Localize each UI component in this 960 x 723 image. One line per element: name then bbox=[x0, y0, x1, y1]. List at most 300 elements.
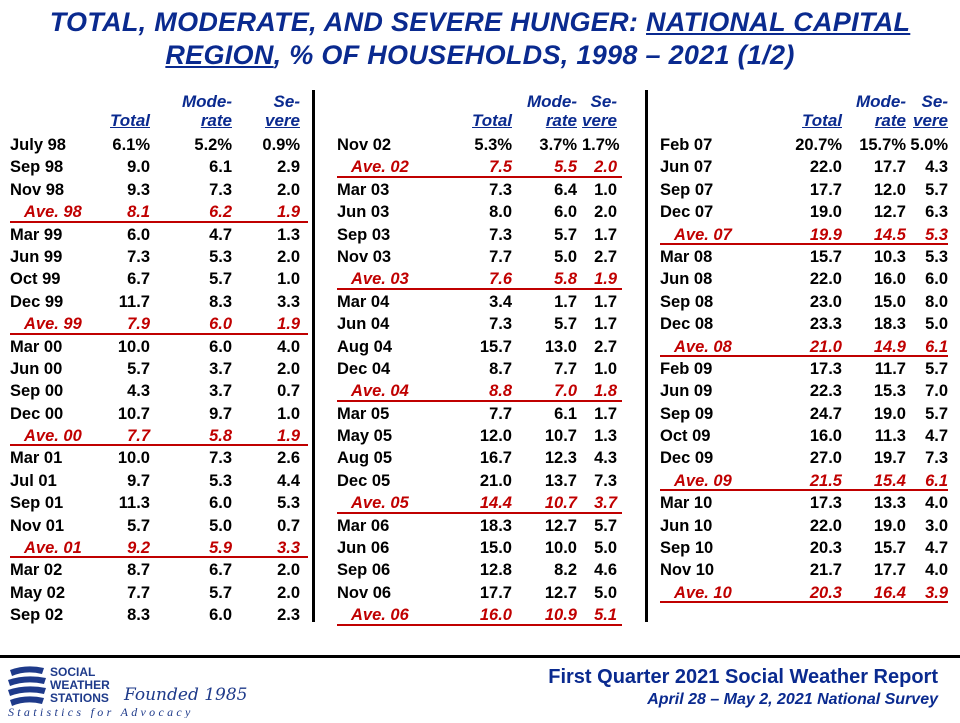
table-row bbox=[10, 403, 308, 425]
cell-total: 5.3% bbox=[474, 136, 512, 154]
cell-moderate: 14.5 bbox=[873, 225, 906, 244]
cell-severe: 5.7 bbox=[925, 180, 948, 199]
row-label: Dec 04 bbox=[337, 359, 391, 378]
cell-severe: 6.1 bbox=[925, 471, 948, 490]
cell-severe: 8.0 bbox=[925, 292, 948, 311]
row-label: Jun 99 bbox=[10, 247, 63, 266]
cell-moderate: 15.7 bbox=[873, 539, 906, 558]
average-row bbox=[337, 604, 622, 626]
column-divider bbox=[645, 90, 648, 622]
cell-severe: 1.7 bbox=[594, 404, 617, 423]
cell-severe: 1.7 bbox=[594, 225, 617, 244]
row-label: Mar 03 bbox=[337, 180, 390, 199]
header-total: Total bbox=[110, 111, 150, 130]
cell-severe: 3.7 bbox=[594, 494, 617, 513]
row-label: Mar 02 bbox=[10, 561, 63, 580]
table-row bbox=[10, 336, 308, 358]
cell-total: 7.3 bbox=[127, 247, 150, 266]
row-label: Sep 10 bbox=[660, 539, 714, 558]
table-row bbox=[10, 515, 308, 537]
cell-moderate: 17.7 bbox=[873, 561, 906, 580]
cell-moderate: 12.7 bbox=[873, 203, 906, 222]
table-row bbox=[10, 380, 308, 402]
row-label: Nov 10 bbox=[660, 561, 715, 580]
row-label: Jun 07 bbox=[660, 158, 713, 177]
table-row bbox=[10, 447, 308, 469]
cell-moderate: 12.3 bbox=[544, 449, 577, 468]
cell-severe: 2.9 bbox=[277, 158, 300, 177]
cell-moderate: 8.2 bbox=[554, 561, 577, 580]
cell-moderate: 13.7 bbox=[544, 471, 577, 490]
cell-total: 10.7 bbox=[117, 404, 150, 423]
cell-total: 7.7 bbox=[489, 247, 512, 266]
row-label: Dec 99 bbox=[10, 292, 64, 311]
row-label: Sep 06 bbox=[337, 561, 391, 580]
table-column-1998-2002 bbox=[10, 92, 308, 627]
column-divider bbox=[312, 90, 315, 622]
cell-severe: 5.0 bbox=[594, 583, 617, 602]
header-severe-top: Se- bbox=[921, 92, 948, 111]
cell-moderate: 1.7 bbox=[554, 292, 577, 311]
cell-moderate: 5.7 bbox=[554, 225, 577, 244]
header-moderate-top: Mode- bbox=[526, 92, 577, 111]
row-label: Sep 09 bbox=[660, 404, 714, 423]
cell-total: 4.3 bbox=[127, 382, 150, 401]
cell-moderate: 5.9 bbox=[209, 539, 232, 558]
cell-severe: 2.0 bbox=[594, 158, 617, 177]
header-moderate-top: Mode- bbox=[181, 92, 232, 111]
row-label: Ave. 02 bbox=[351, 158, 409, 177]
cell-total: 10.0 bbox=[117, 337, 150, 356]
table-row bbox=[660, 403, 948, 425]
row-label: Nov 01 bbox=[10, 516, 65, 535]
table-row bbox=[10, 268, 308, 290]
row-label: Sep 03 bbox=[337, 225, 391, 244]
table-row bbox=[337, 313, 622, 335]
cell-moderate: 15.7% bbox=[859, 136, 906, 154]
column-header bbox=[337, 92, 622, 134]
row-label: Ave. 05 bbox=[351, 494, 409, 513]
cell-moderate: 7.3 bbox=[209, 180, 232, 199]
cell-moderate: 11.3 bbox=[874, 427, 906, 446]
cell-moderate: 6.2 bbox=[209, 203, 232, 222]
row-label: Jun 04 bbox=[337, 315, 390, 334]
cell-severe: 7.0 bbox=[925, 382, 948, 401]
table-row bbox=[10, 291, 308, 313]
row-label: Jun 03 bbox=[337, 203, 390, 222]
table-row bbox=[337, 559, 622, 581]
table-row bbox=[660, 246, 948, 268]
average-row bbox=[337, 156, 622, 178]
cell-severe: 4.7 bbox=[925, 539, 948, 558]
row-label: Ave. 00 bbox=[24, 427, 82, 446]
cell-total: 7.9 bbox=[127, 315, 150, 334]
table-row bbox=[660, 447, 948, 469]
column-header bbox=[660, 92, 948, 134]
cell-total: 16.7 bbox=[479, 449, 512, 468]
row-label: Ave. 07 bbox=[674, 225, 732, 244]
cell-moderate: 6.7 bbox=[209, 561, 232, 580]
cell-total: 12.8 bbox=[479, 561, 512, 580]
cell-total: 19.9 bbox=[809, 225, 842, 244]
row-label: Dec 07 bbox=[660, 203, 714, 222]
cell-total: 6.0 bbox=[127, 225, 150, 244]
cell-severe: 5.1 bbox=[594, 606, 617, 625]
report-info bbox=[548, 665, 938, 711]
cell-moderate: 10.3 bbox=[873, 247, 906, 266]
table-row bbox=[10, 134, 308, 156]
header-moderate: rate bbox=[874, 111, 906, 130]
row-label: Jun 06 bbox=[337, 539, 390, 558]
cell-severe: 4.0 bbox=[925, 494, 948, 513]
cell-moderate: 5.7 bbox=[554, 315, 577, 334]
row-label: Mar 99 bbox=[10, 225, 63, 244]
row-label: Sep 00 bbox=[10, 382, 64, 401]
header-severe-top: Se- bbox=[590, 92, 617, 111]
cell-moderate: 19.0 bbox=[873, 516, 906, 535]
cell-severe: 3.9 bbox=[925, 583, 948, 602]
row-label: Dec 08 bbox=[660, 315, 714, 334]
cell-moderate: 5.0 bbox=[209, 516, 232, 535]
header-total: Total bbox=[802, 111, 842, 130]
cell-moderate: 6.0 bbox=[554, 203, 577, 222]
table-row bbox=[337, 515, 622, 537]
table-row bbox=[10, 156, 308, 178]
table-row bbox=[337, 201, 622, 223]
logo-line1: SOCIAL bbox=[50, 665, 96, 679]
table-row bbox=[660, 291, 948, 313]
cell-severe: 6.3 bbox=[925, 203, 948, 222]
cell-severe: 1.9 bbox=[277, 427, 300, 446]
cell-moderate: 7.0 bbox=[554, 382, 577, 401]
row-label: Ave. 98 bbox=[24, 203, 82, 222]
cell-total: 27.0 bbox=[809, 449, 842, 468]
header-moderate: rate bbox=[545, 111, 577, 130]
cell-total: 8.1 bbox=[127, 203, 150, 222]
cell-total: 6.7 bbox=[127, 270, 150, 289]
cell-moderate: 12.7 bbox=[544, 516, 577, 535]
table-row bbox=[10, 582, 308, 604]
cell-moderate: 5.2% bbox=[194, 136, 232, 154]
cell-severe: 1.7 bbox=[594, 292, 617, 311]
average-row bbox=[337, 380, 622, 402]
cell-severe: 1.0 bbox=[277, 404, 300, 423]
cell-total: 20.3 bbox=[809, 539, 842, 558]
table-row bbox=[337, 134, 622, 156]
cell-total: 14.4 bbox=[479, 494, 512, 513]
page-title: TOTAL, MODERATE, AND SEVERE HUNGER: NATIONAL CAPITAL REGION, % OF HOUSEHOLDS, 1998 – 2021 (1/2) bbox=[49, 7, 911, 70]
row-label: Feb 07 bbox=[660, 136, 713, 154]
cell-total: 22.0 bbox=[809, 158, 842, 177]
cell-severe: 2.3 bbox=[277, 606, 300, 625]
row-label: Jun 08 bbox=[660, 270, 713, 289]
cell-total: 17.3 bbox=[809, 359, 842, 378]
cell-moderate: 10.0 bbox=[544, 539, 577, 558]
survey-dates: April 28 – May 2, 2021 National Survey bbox=[647, 691, 938, 708]
cell-moderate: 6.0 bbox=[209, 494, 232, 513]
table-row bbox=[10, 246, 308, 268]
cell-total: 21.7 bbox=[809, 561, 842, 580]
average-row bbox=[10, 313, 308, 335]
cell-total: 16.0 bbox=[479, 606, 512, 625]
cell-total: 9.2 bbox=[127, 539, 150, 558]
cell-severe: 5.0% bbox=[910, 136, 948, 154]
table-row bbox=[337, 537, 622, 559]
cell-severe: 2.0 bbox=[277, 561, 300, 580]
cell-total: 5.7 bbox=[127, 359, 150, 378]
table-row bbox=[660, 559, 948, 581]
cell-total: 21.5 bbox=[809, 471, 842, 490]
table-row bbox=[660, 425, 948, 447]
row-label: Nov 98 bbox=[10, 180, 65, 199]
table-row bbox=[660, 537, 948, 559]
cell-total: 15.7 bbox=[479, 337, 512, 356]
cell-moderate: 7.7 bbox=[554, 359, 577, 378]
cell-moderate: 14.9 bbox=[873, 337, 906, 356]
row-label: Mar 08 bbox=[660, 247, 713, 266]
cell-total: 8.7 bbox=[489, 359, 512, 378]
cell-severe: 1.8 bbox=[594, 382, 617, 401]
cell-severe: 3.3 bbox=[277, 539, 300, 558]
header-moderate-top: Mode- bbox=[855, 92, 906, 111]
table-row bbox=[337, 582, 622, 604]
sws-globe-icon bbox=[6, 662, 256, 718]
cell-total: 17.7 bbox=[809, 180, 842, 199]
cell-total: 7.7 bbox=[489, 404, 512, 423]
cell-total: 15.7 bbox=[809, 247, 842, 266]
cell-moderate: 5.8 bbox=[554, 270, 577, 289]
cell-total: 12.0 bbox=[479, 427, 512, 446]
table-row bbox=[10, 604, 308, 626]
cell-severe: 0.7 bbox=[277, 516, 300, 535]
row-label: Sep 02 bbox=[10, 606, 64, 625]
table-row bbox=[660, 380, 948, 402]
row-label: Jun 00 bbox=[10, 359, 63, 378]
cell-severe: 1.9 bbox=[277, 203, 300, 222]
row-label: Mar 05 bbox=[337, 404, 390, 423]
average-row bbox=[10, 425, 308, 447]
header-severe: vere bbox=[265, 111, 300, 130]
cell-moderate: 12.0 bbox=[873, 180, 906, 199]
row-label: Ave. 04 bbox=[351, 382, 409, 401]
cell-total: 7.3 bbox=[489, 180, 512, 199]
cell-moderate: 19.0 bbox=[873, 404, 906, 423]
cell-total: 22.3 bbox=[809, 382, 842, 401]
cell-total: 3.4 bbox=[489, 292, 512, 311]
row-label: July 98 bbox=[10, 136, 66, 154]
cell-total: 15.0 bbox=[479, 539, 512, 558]
cell-total: 8.8 bbox=[489, 382, 512, 401]
cell-severe: 4.3 bbox=[925, 158, 948, 177]
row-label: Jul 01 bbox=[10, 471, 57, 490]
table-row bbox=[660, 201, 948, 223]
cell-severe: 1.9 bbox=[277, 315, 300, 334]
cell-moderate: 6.0 bbox=[209, 315, 232, 334]
cell-total: 24.7 bbox=[809, 404, 842, 423]
row-label: Sep 07 bbox=[660, 180, 714, 199]
row-label: Mar 04 bbox=[337, 292, 390, 311]
cell-total: 9.3 bbox=[127, 180, 150, 199]
cell-total: 19.0 bbox=[809, 203, 842, 222]
header-severe: vere bbox=[582, 111, 617, 130]
cell-moderate: 13.0 bbox=[544, 337, 577, 356]
cell-moderate: 3.7% bbox=[539, 136, 577, 154]
column-header bbox=[10, 92, 308, 134]
table-row bbox=[10, 358, 308, 380]
cell-moderate: 16.4 bbox=[873, 583, 906, 602]
cell-severe: 2.7 bbox=[594, 337, 617, 356]
cell-severe: 5.0 bbox=[594, 539, 617, 558]
cell-total: 23.0 bbox=[809, 292, 842, 311]
cell-severe: 5.0 bbox=[925, 315, 948, 334]
table-row bbox=[10, 559, 308, 581]
table-row bbox=[660, 358, 948, 380]
cell-moderate: 5.8 bbox=[209, 427, 232, 446]
cell-total: 11.7 bbox=[118, 292, 150, 311]
cell-moderate: 18.3 bbox=[873, 315, 906, 334]
cell-moderate: 10.7 bbox=[544, 494, 577, 513]
cell-moderate: 6.1 bbox=[554, 404, 577, 423]
row-label: Nov 02 bbox=[337, 136, 392, 154]
row-label: Mar 01 bbox=[10, 449, 63, 468]
tagline: Statistics for Advocacy bbox=[8, 705, 194, 718]
cell-moderate: 10.9 bbox=[544, 606, 577, 625]
row-label: Mar 10 bbox=[660, 494, 713, 513]
row-label: Ave. 08 bbox=[674, 337, 732, 356]
table-row bbox=[660, 134, 948, 156]
cell-moderate: 5.7 bbox=[209, 270, 232, 289]
cell-total: 21.0 bbox=[479, 471, 512, 490]
report-title: First Quarter 2021 Social Weather Report bbox=[548, 666, 938, 688]
cell-severe: 2.6 bbox=[277, 449, 300, 468]
cell-severe: 4.3 bbox=[594, 449, 617, 468]
cell-total: 22.0 bbox=[809, 270, 842, 289]
cell-moderate: 3.7 bbox=[209, 382, 232, 401]
cell-total: 7.3 bbox=[489, 315, 512, 334]
table-row bbox=[660, 156, 948, 178]
table-row bbox=[337, 224, 622, 246]
cell-moderate: 9.7 bbox=[209, 404, 232, 423]
cell-severe: 2.0 bbox=[277, 247, 300, 266]
row-label: Nov 03 bbox=[337, 247, 392, 266]
cell-total: 16.0 bbox=[809, 427, 842, 446]
row-label: Mar 00 bbox=[10, 337, 63, 356]
sws-logo bbox=[6, 662, 256, 718]
table-row bbox=[10, 179, 308, 201]
table-column-2007-2010 bbox=[660, 92, 948, 604]
cell-moderate: 5.5 bbox=[554, 158, 577, 177]
cell-severe: 0.9% bbox=[262, 136, 300, 154]
cell-moderate: 12.7 bbox=[544, 583, 577, 602]
cell-severe: 2.0 bbox=[594, 203, 617, 222]
cell-moderate: 6.4 bbox=[554, 180, 577, 199]
table-row bbox=[337, 447, 622, 469]
average-row bbox=[660, 470, 948, 492]
row-label: Ave. 09 bbox=[674, 471, 732, 490]
cell-severe: 3.0 bbox=[925, 516, 948, 535]
cell-total: 10.0 bbox=[117, 449, 150, 468]
row-label: Jun 09 bbox=[660, 382, 713, 401]
table-row bbox=[10, 470, 308, 492]
row-label: Jun 10 bbox=[660, 516, 713, 535]
cell-severe: 6.0 bbox=[925, 270, 948, 289]
average-row bbox=[660, 582, 948, 604]
cell-severe: 5.7 bbox=[925, 359, 948, 378]
cell-severe: 1.7% bbox=[582, 136, 620, 154]
cell-moderate: 6.0 bbox=[209, 337, 232, 356]
row-label: Sep 98 bbox=[10, 158, 64, 177]
cell-severe: 3.3 bbox=[277, 292, 300, 311]
cell-severe: 1.3 bbox=[277, 225, 300, 244]
cell-total: 7.6 bbox=[489, 270, 512, 289]
cell-moderate: 5.3 bbox=[209, 471, 232, 490]
cell-moderate: 8.3 bbox=[209, 292, 232, 311]
table-row bbox=[660, 179, 948, 201]
average-row bbox=[660, 224, 948, 246]
row-label: Ave. 99 bbox=[24, 315, 82, 334]
row-label: Ave. 10 bbox=[674, 583, 732, 602]
row-label: May 05 bbox=[337, 427, 393, 446]
table-row bbox=[10, 492, 308, 514]
table-column-2002-2006 bbox=[337, 92, 622, 627]
cell-severe: 4.0 bbox=[277, 337, 300, 356]
cell-moderate: 7.3 bbox=[209, 449, 232, 468]
row-label: Mar 06 bbox=[337, 516, 390, 535]
cell-total: 23.3 bbox=[809, 315, 842, 334]
cell-moderate: 10.7 bbox=[544, 427, 577, 446]
cell-total: 22.0 bbox=[809, 516, 842, 535]
cell-total: 21.0 bbox=[809, 337, 842, 356]
average-row bbox=[10, 537, 308, 559]
row-label: Ave. 06 bbox=[351, 606, 409, 625]
average-row bbox=[660, 336, 948, 358]
table-row bbox=[660, 515, 948, 537]
cell-severe: 4.4 bbox=[277, 471, 300, 490]
cell-total: 8.0 bbox=[489, 203, 512, 222]
table-row bbox=[337, 425, 622, 447]
row-label: Feb 09 bbox=[660, 359, 713, 378]
cell-total: 7.3 bbox=[489, 225, 512, 244]
cell-total: 11.3 bbox=[118, 494, 150, 513]
cell-severe: 4.7 bbox=[925, 427, 948, 446]
row-label: Dec 05 bbox=[337, 471, 391, 490]
cell-severe: 1.9 bbox=[594, 270, 617, 289]
row-label: Sep 01 bbox=[10, 494, 64, 513]
cell-severe: 2.0 bbox=[277, 583, 300, 602]
table-row bbox=[10, 224, 308, 246]
cell-moderate: 15.4 bbox=[873, 471, 906, 490]
table-row bbox=[337, 336, 622, 358]
cell-severe: 5.7 bbox=[925, 404, 948, 423]
row-label: Oct 09 bbox=[660, 427, 711, 446]
table-row bbox=[337, 246, 622, 268]
row-label: Nov 06 bbox=[337, 583, 392, 602]
cell-moderate: 6.1 bbox=[209, 158, 232, 177]
cell-total: 20.7% bbox=[795, 136, 842, 154]
cell-severe: 5.7 bbox=[594, 516, 617, 535]
cell-severe: 5.3 bbox=[277, 494, 300, 513]
cell-total: 20.3 bbox=[809, 583, 842, 602]
cell-moderate: 13.3 bbox=[873, 494, 906, 513]
row-label: Ave. 03 bbox=[351, 270, 409, 289]
footer-divider bbox=[0, 655, 960, 658]
cell-total: 17.7 bbox=[479, 583, 512, 602]
cell-moderate: 5.3 bbox=[209, 247, 232, 266]
cell-severe: 1.7 bbox=[594, 315, 617, 334]
cell-moderate: 17.7 bbox=[873, 158, 906, 177]
cell-severe: 0.7 bbox=[277, 382, 300, 401]
cell-severe: 1.0 bbox=[594, 180, 617, 199]
